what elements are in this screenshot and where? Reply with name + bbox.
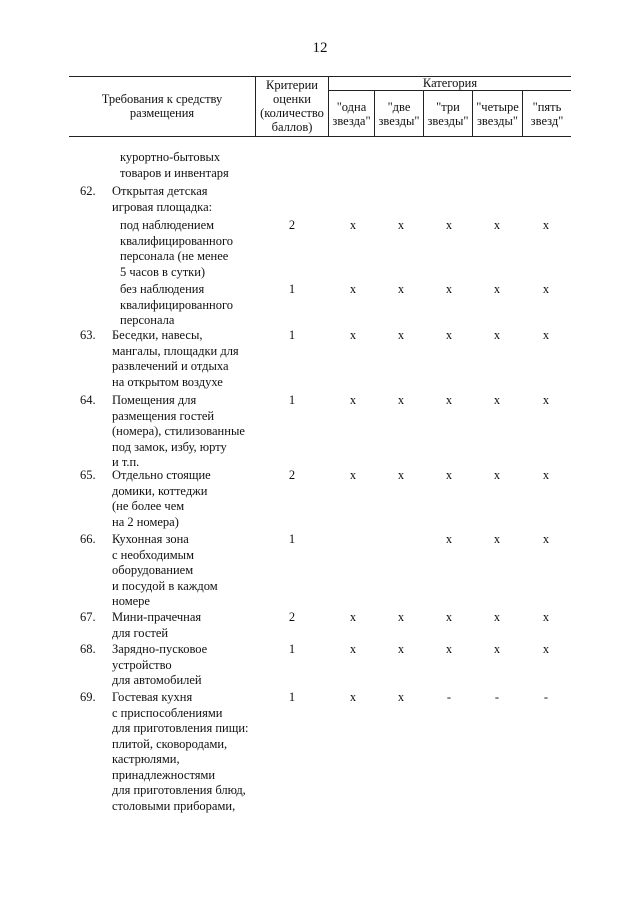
row-text-69: Гостевая кухня с приспособлениями для приготовления пищи: плитой, сковородами, кастрюлями, принадлежностями для приготовления блюд, столовыми приборами,	[112, 690, 249, 813]
row-mark-66-4: x	[493, 532, 501, 546]
row-mark-65-5: x	[542, 468, 550, 482]
row-mark-67-4: x	[493, 610, 501, 624]
row-mark-69-5: -	[543, 690, 549, 704]
row-mark-63-4: x	[493, 328, 501, 342]
header-bottom-rule	[69, 136, 571, 137]
row-continuation-text: курортно-бытовых товаров и инвентаря	[120, 150, 229, 180]
row-mark-68-2: x	[397, 642, 405, 656]
row-mark-69-3: -	[446, 690, 452, 704]
row-mark-68-3: x	[445, 642, 453, 656]
row-mark-67-1: x	[349, 610, 357, 624]
row-score-62a: 2	[288, 218, 296, 232]
row-mark-68-4: x	[493, 642, 501, 656]
row-score-67: 2	[288, 610, 296, 624]
row-number-66: 66.	[80, 532, 96, 546]
row-mark-65-2: x	[397, 468, 405, 482]
row-mark-62a-1: x	[349, 218, 357, 232]
row-mark-62a-4: x	[493, 218, 501, 232]
row-text-66: Кухонная зона с необходимым оборудованием и посудой в каждом номере	[112, 532, 218, 608]
row-mark-69-4: -	[494, 690, 500, 704]
row-score-63: 1	[288, 328, 296, 342]
row-text-62b: без наблюдения квалифицированного персонала	[120, 282, 234, 327]
header-two-stars: "две звезды"	[378, 99, 420, 128]
row-mark-64-5: x	[542, 393, 550, 407]
header-four-stars: "четыре звезды"	[476, 99, 519, 128]
row-mark-62b-2: x	[397, 282, 405, 296]
row-score-64: 1	[288, 393, 296, 407]
row-number-62: 62.	[80, 184, 96, 198]
row-mark-67-3: x	[445, 610, 453, 624]
row-number-68: 68.	[80, 642, 96, 656]
row-mark-65-1: x	[349, 468, 357, 482]
page-number: 12	[312, 40, 328, 56]
table-header	[69, 76, 571, 137]
row-mark-62a-5: x	[542, 218, 550, 232]
row-mark-64-4: x	[493, 393, 501, 407]
row-mark-62b-1: x	[349, 282, 357, 296]
row-mark-63-1: x	[349, 328, 357, 342]
row-mark-64-3: x	[445, 393, 453, 407]
row-score-66: 1	[288, 532, 296, 546]
row-mark-69-2: x	[397, 690, 405, 704]
row-text-63: Беседки, навесы, мангалы, площадки для развлечений и отдыха на открытом воздухе	[112, 328, 239, 389]
row-mark-66-3: x	[445, 532, 453, 546]
row-text-62a: под наблюдением квалифицированного персонала (не менее 5 часов в сутки)	[120, 218, 234, 279]
row-mark-67-5: x	[542, 610, 550, 624]
header-five-stars: "пять звезд"	[530, 99, 564, 128]
row-mark-64-1: x	[349, 393, 357, 407]
row-text-65: Отдельно стоящие домики, коттеджи (не более чем на 2 номера)	[112, 468, 211, 529]
row-text-67: Мини-прачечная для гостей	[112, 610, 202, 640]
row-number-64: 64.	[80, 393, 96, 407]
row-mark-65-4: x	[493, 468, 501, 482]
row-text-68: Зарядно-пусковое устройство для автомобилей	[112, 642, 208, 687]
row-mark-69-1: x	[349, 690, 357, 704]
row-mark-62a-3: x	[445, 218, 453, 232]
row-mark-62b-5: x	[542, 282, 550, 296]
row-score-62b: 1	[288, 282, 296, 296]
row-number-65: 65.	[80, 468, 96, 482]
row-mark-63-5: x	[542, 328, 550, 342]
header-one-star: "одна звезда"	[332, 99, 371, 128]
row-number-63: 63.	[80, 328, 96, 342]
row-mark-62b-3: x	[445, 282, 453, 296]
header-criteria: Критерии оценки (количество баллов)	[260, 78, 324, 134]
row-mark-68-5: x	[542, 642, 550, 656]
row-mark-66-5: x	[542, 532, 550, 546]
row-mark-67-2: x	[397, 610, 405, 624]
row-score-68: 1	[288, 642, 296, 656]
row-mark-62a-2: x	[397, 218, 405, 232]
row-mark-68-1: x	[349, 642, 357, 656]
row-text-64: Помещения для размещения гостей (номера), стилизованные под замок, избу, юрту и т.п.	[112, 393, 245, 469]
header-category: Категория	[422, 76, 478, 90]
row-number-69: 69.	[80, 690, 96, 704]
row-mark-64-2: x	[397, 393, 405, 407]
row-score-69: 1	[288, 690, 296, 704]
header-three-stars: "три звезды"	[427, 99, 469, 128]
header-requirements: Требования к средству размещения	[101, 92, 223, 120]
row-score-65: 2	[288, 468, 296, 482]
row-text-62: Открытая детская игровая площадка:	[112, 184, 213, 214]
row-mark-63-3: x	[445, 328, 453, 342]
row-mark-62b-4: x	[493, 282, 501, 296]
row-number-67: 67.	[80, 610, 96, 624]
row-mark-65-3: x	[445, 468, 453, 482]
row-mark-63-2: x	[397, 328, 405, 342]
